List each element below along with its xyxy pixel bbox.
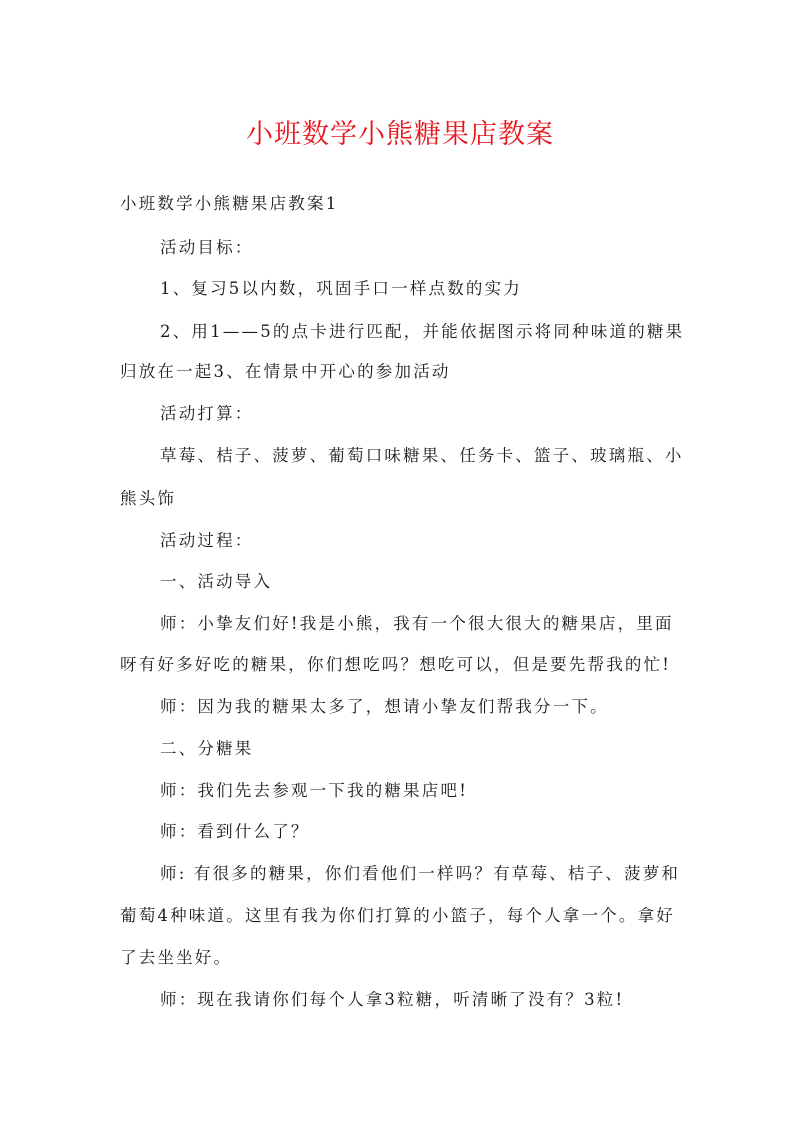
paragraph-line: 二、分糖果 (160, 739, 254, 758)
paragraph-line: 活动目标： (160, 238, 254, 257)
paragraph-line: 师：我们先去参观一下我的糖果店吧! (160, 781, 469, 800)
paragraph-line: 熊头饰 (120, 489, 177, 508)
paragraph-line: 归放在一起3、在情景中开心的参加活动 (120, 362, 451, 381)
paragraph-line: 1、复习5以内数，巩固手口一样点数的实力 (160, 279, 522, 298)
paragraph-line: 呀有好多好吃的糖果，你们想吃吗？想吃可以，但是要先帮我的忙! (120, 655, 672, 674)
paragraph-line: 一、活动导入 (160, 572, 273, 591)
paragraph-line: 葡萄4种味道。这里有我为你们打算的小篮子，每个人拿一个。拿好 (120, 906, 675, 925)
paragraph-line: 了去坐坐好。 (120, 948, 233, 967)
paragraph-line: 师：小挚友们好!我是小熊，我有一个很大很大的糖果店，里面 (160, 614, 674, 633)
paragraph-line: 师：看到什么了？ (160, 822, 310, 841)
paragraph-line: 师: 有很多的糖果，你们看他们一样吗？有草莓、桔子、菠萝和 (160, 864, 681, 883)
paragraph-line: 活动打算： (160, 404, 254, 423)
paragraph-line: 草莓、桔子、菠萝、葡萄口味糖果、任务卡、篮子、玻璃瓶、小 (160, 446, 684, 465)
paragraph-line: 活动过程： (160, 531, 254, 550)
paragraph-line: 2、用1——5的点卡进行匹配，并能依据图示将同种味道的糖果 (160, 322, 685, 341)
section-heading: 小班数学小熊糖果店教案1 (120, 194, 339, 213)
paragraph-line: 师：现在我请你们每个人拿3粒糖，听清晰了没有？3粒! (160, 990, 625, 1009)
paragraph-line: 师：因为我的糖果太多了，想请小挚友们帮我分一下。 (160, 697, 609, 716)
document-title: 小班数学小熊糖果店教案 (246, 119, 554, 150)
